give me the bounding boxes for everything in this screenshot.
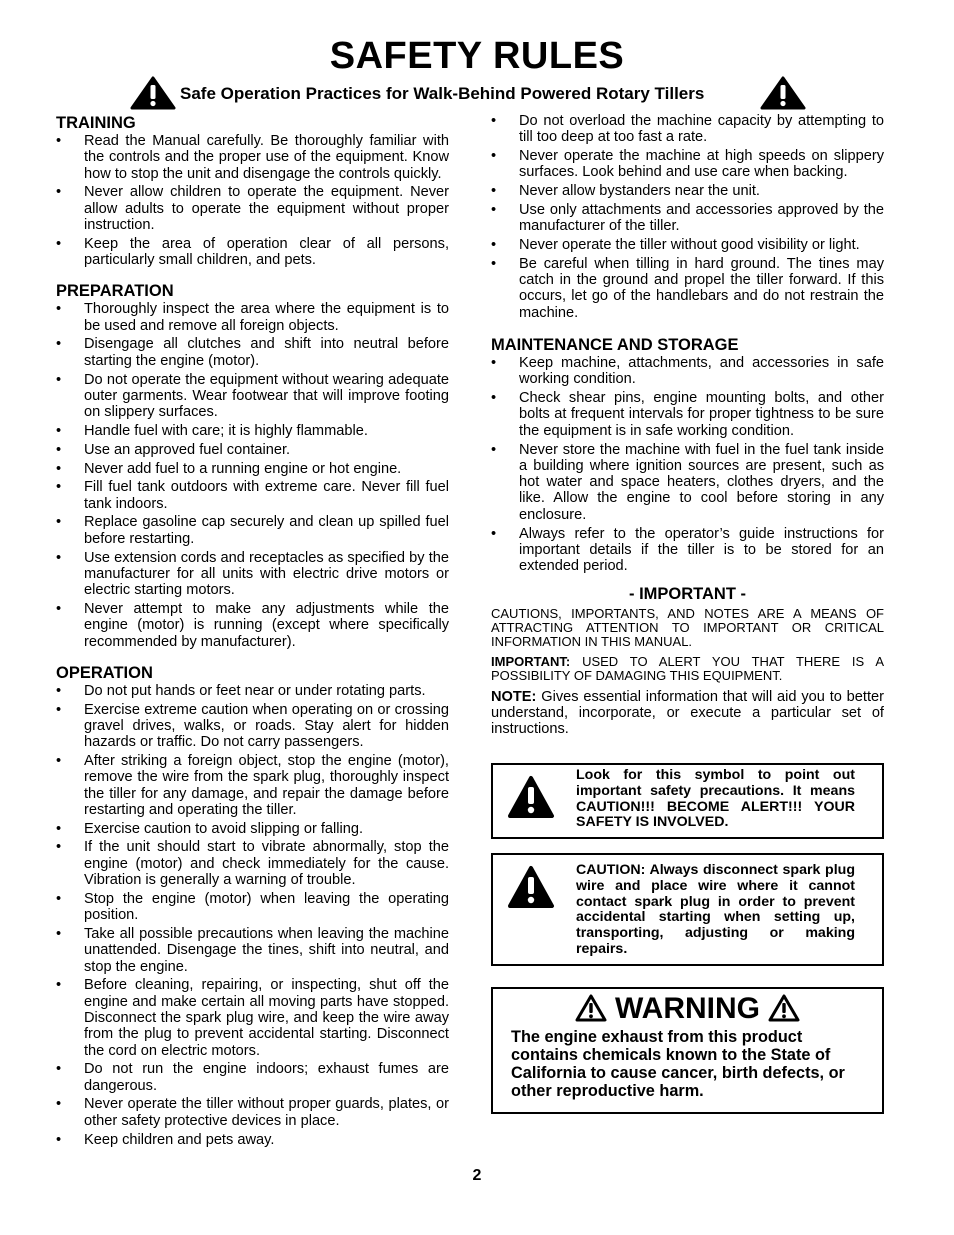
warning-triangle-icon [760, 76, 806, 115]
right-column [491, 113, 884, 738]
list-item: • After striking a foreign object, stop the engine (motor), remove the wire from the spark plug, thoroughly inspect the tiller for any damage, and repair the damage before restarting and operating the tiller. [56, 753, 449, 818]
list-item: • Never attempt to make any adjustments while the engine (motor) is running (except where specifically recommended by manufacturer). [56, 601, 449, 650]
subtitle-text: Safe Operation Practices for Walk-Behind Powered Rotary Tillers [180, 84, 705, 103]
caution-box-text: CAUTION: Always disconnect spark plug wire and place wire where it cannot contact spark plug in order to prevent accidental starting when setting up, transporting, adjusting or making repairs. [576, 862, 855, 957]
list-item: • Handle fuel with care; it is highly flammable. [56, 423, 449, 439]
list-item: • Never add fuel to a running engine or hot engine. [56, 461, 449, 477]
list-item: • Do not put hands or feet near or under rotating parts. [56, 683, 449, 699]
subtitle-row [130, 76, 824, 110]
important-label: IMPORTANT: [491, 653, 571, 669]
warning-text: The engine exhaust from this product contains chemicals known to the State of California to cause cancer, birth defects, or other reproductive harm. [511, 1028, 845, 1100]
list-item: • Before cleaning, repairing, or inspecting, shut off the engine and make certain all moving parts have stopped. Disconnect the spark plug wire, and keep the wire away from the plug to prevent accidental starting. Disconnect the cord on electric motors. [56, 977, 449, 1058]
maintenance-section [491, 335, 884, 574]
symbol-box-text: Look for this symbol to point out important safety precautions. It means CAUTION!!! BECOME ALERT!!! YOUR SAFETY IS INVOLVED. [576, 767, 855, 831]
list-item: • Replace gasoline cap securely and clean up spilled fuel before restarting. [56, 514, 449, 547]
list-item: • Take all possible precautions when leaving the machine unattended. Disengage the tines, shift into neutral, and stop the engine. [56, 926, 449, 975]
warning-triangle-icon [130, 76, 176, 115]
important-heading: - IMPORTANT - [628, 585, 746, 604]
list-item: • Do not overload the machine capacity by attempting to till too deep at too fast a rate. [491, 113, 884, 146]
list-item: • Keep machine, attachments, and accessories in safe working condition. [491, 355, 884, 388]
section-heading: MAINTENANCE AND STORAGE [491, 336, 739, 355]
list-item: • Never operate the tiller without proper guards, plates, or other safety protective devices in place. [56, 1096, 449, 1129]
important-definition [491, 655, 884, 683]
list-item: • Exercise caution to avoid slipping or falling. [56, 821, 449, 837]
list-item: • Do not operate the equipment without wearing adequate outer garments. Wear footwear that will improve footing on slippery surfaces. [56, 372, 449, 421]
list-item: • Keep children and pets away. [56, 1132, 449, 1148]
list-item: • Never operate the tiller without good visibility or light. [491, 237, 884, 253]
warning-triangle-icon [575, 992, 615, 1025]
preparation-section [56, 281, 449, 649]
operation-continued-section [491, 113, 884, 321]
list-item: • Fill fuel tank outdoors with extreme care. Never fill fuel tank indoors. [56, 479, 449, 512]
page-number: 2 [472, 1167, 482, 1184]
caution-box [491, 853, 884, 966]
list-item: • Use extension cords and receptacles as specified by the manufacturer for all units with electric drive motors or electric starting motors. [56, 550, 449, 599]
list-item: • Use only attachments and accessories approved by the manufacturer of the tiller. [491, 202, 884, 235]
note-label: NOTE: [491, 688, 537, 705]
list-item: • Thoroughly inspect the area where the equipment is to be used and remove all foreign objects. [56, 301, 449, 334]
important-text: USED TO ALERT YOU THAT THERE IS A POSSIBILITY OF DAMAGING THIS EQUIPMENT. [491, 653, 884, 683]
operation-section [56, 663, 449, 1148]
list-item: • Always refer to the operator’s guide instructions for important details if the tiller is to be stored for an extended period. [491, 526, 884, 575]
left-column [56, 113, 449, 1150]
note-definition [491, 689, 884, 738]
section-heading: PREPARATION [56, 282, 174, 301]
list-item: • Stop the engine (motor) when leaving the operating position. [56, 891, 449, 924]
list-item: • Exercise extreme caution when operating on or crossing gravel drives, walks, or roads. Stay alert for hidden hazards or traffic. Do not carry passengers. [56, 702, 449, 751]
list-item: • Disengage all clutches and shift into neutral before starting the engine (motor). [56, 336, 449, 369]
warning-heading-row [493, 991, 882, 1027]
list-item: • Use an approved fuel container. [56, 442, 449, 458]
list-item: • Check shear pins, engine mounting bolts, and other bolts at frequent intervals for proper tightness to be sure the equipment is in safe working condition. [491, 390, 884, 439]
list-item: • Never allow bystanders near the unit. [491, 183, 884, 199]
list-item: • Never store the machine with fuel in the fuel tank inside a building where ignition sources are present, such as hot water and space heaters, clothes dryers, and the like. Allow the engine to cool before storing in any enclosure. [491, 442, 884, 523]
warning-triangle-icon [768, 992, 800, 1025]
important-section [491, 586, 884, 737]
list-item: • Never allow children to operate the equipment. Never allow adults to operate the equipment without proper instruction. [56, 184, 449, 233]
list-item: • Be careful when tilling in hard ground. The tines may catch in the ground and propel the tiller forward. If this occurs, let go of the handlebars and do not restrain the machine. [491, 256, 884, 321]
training-section [56, 113, 449, 268]
warning-box [491, 987, 884, 1114]
list-item: • If the unit should start to vibrate abnormally, stop the engine (motor) and check immediately for the cause. Vibration is generally a warning of trouble. [56, 839, 449, 888]
section-heading: TRAINING [56, 114, 136, 132]
important-intro: CAUTIONS, IMPORTANTS, AND NOTES ARE A MEANS OF ATTRACTING ATTENTION TO IMPORTANT OR CRITICAL INFORMATION IN THIS MANUAL. [491, 605, 884, 649]
symbol-explanation-box [491, 763, 884, 839]
note-text: Gives essential information that will aid you to better understand, incorporate, or execute a particular set of instructions. [491, 688, 884, 738]
list-item: • Read the Manual carefully. Be thoroughly familiar with the controls and the proper use of the equipment. Know how to stop the unit and disengage the controls quickly. [56, 133, 449, 182]
page-title: SAFETY RULES [329, 35, 625, 77]
warning-triangle-icon [507, 865, 555, 914]
list-item: • Do not run the engine indoors; exhaust fumes are dangerous. [56, 1061, 449, 1094]
list-item: • Keep the area of operation clear of all persons, particularly small children, and pets. [56, 236, 449, 269]
warning-heading: WARNING [615, 992, 760, 1025]
list-item: • Never operate the machine at high speeds on slippery surfaces. Look behind and use care when backing. [491, 148, 884, 181]
warning-triangle-icon [507, 775, 555, 824]
section-heading: OPERATION [56, 663, 153, 682]
